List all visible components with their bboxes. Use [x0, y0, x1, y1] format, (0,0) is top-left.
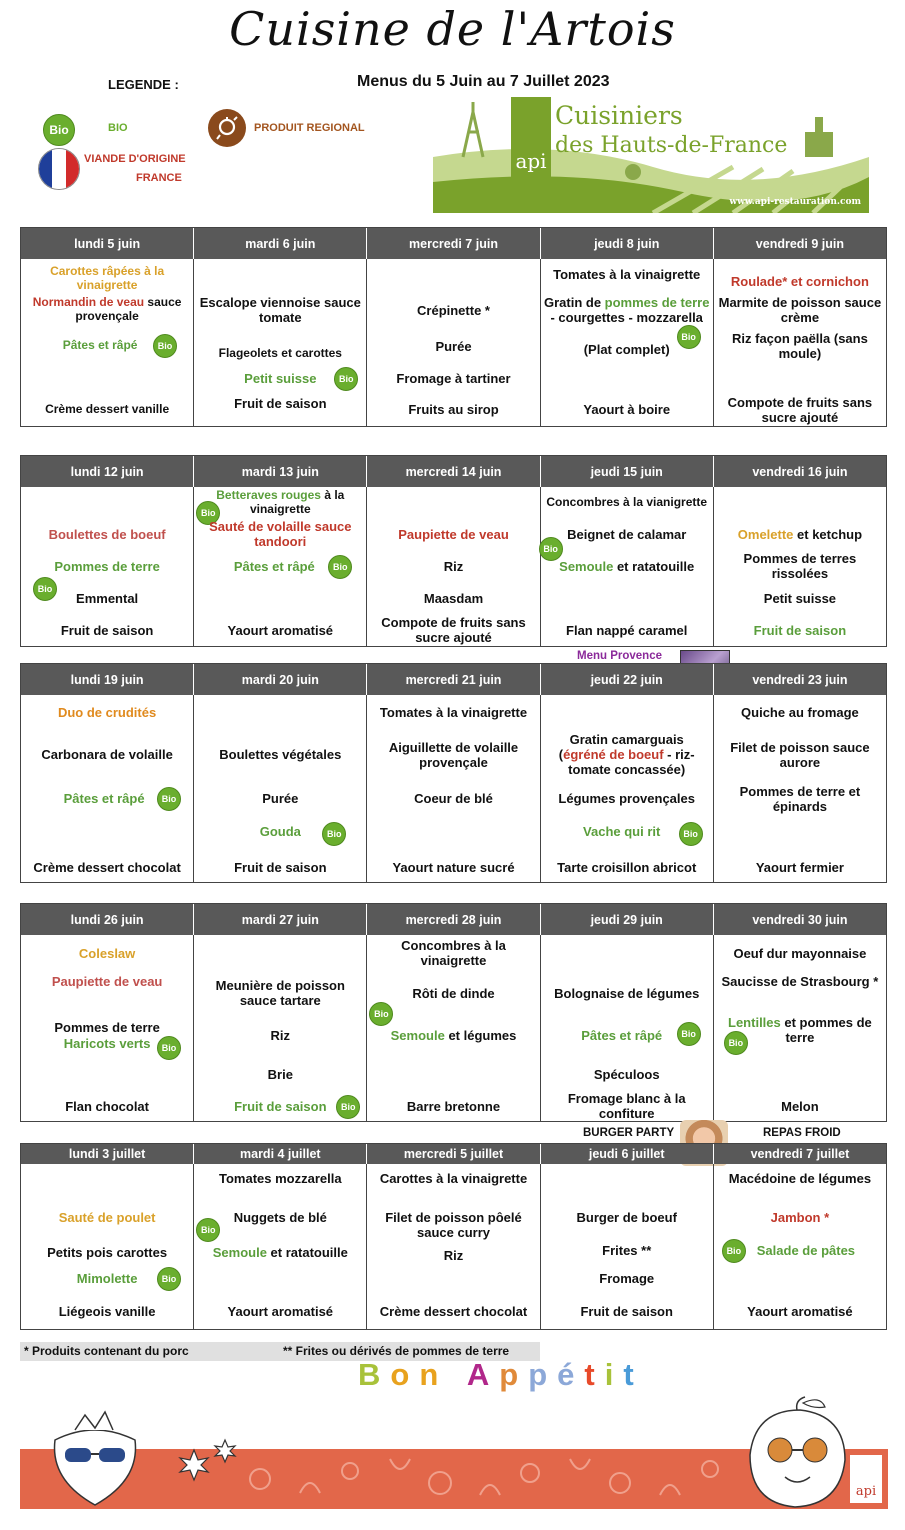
- bon-appetit-letter: B: [358, 1357, 391, 1392]
- menu-item: Yaourt fermier: [755, 860, 844, 875]
- bon-appetit-letter: p: [528, 1357, 558, 1392]
- menu-item: Yaourt à boire: [583, 402, 671, 417]
- week-2-table: [20, 455, 887, 647]
- menu-item: Sauté de poulet: [58, 1210, 156, 1225]
- fruit-sunglasses-illustration: [735, 1395, 855, 1515]
- day-cell: [194, 935, 367, 1121]
- menu-item: Fruits au sirop: [408, 402, 499, 417]
- banner-url: www.api-restauration.com: [729, 197, 861, 207]
- day-cell: [194, 259, 367, 426]
- week-4-table: [20, 903, 887, 1122]
- menu-item: Riz: [270, 1028, 291, 1043]
- day-cell: [194, 695, 367, 882]
- banner-line1: Cuisiniers: [555, 101, 683, 130]
- menu-item: Frites **: [602, 1243, 652, 1258]
- day-cell: [21, 935, 194, 1121]
- menu-item: Flageolets et carottes: [218, 346, 342, 360]
- bio-icon: Bio: [157, 787, 181, 811]
- banner-line2: des Hauts-de-France: [555, 133, 788, 158]
- menu-item: Fromage à tartiner: [396, 371, 511, 386]
- api-footer-logo: api: [850, 1455, 882, 1503]
- menu-item: Yaourt aromatisé: [227, 1304, 334, 1319]
- day-cell: [21, 259, 194, 426]
- menu-item: Spéculoos: [593, 1067, 660, 1082]
- menu-item: Sauté de volaille sauce tandoori: [209, 519, 352, 549]
- menu-item: Yaourt aromatisé: [747, 1304, 853, 1319]
- legend-regional-label: PRODUIT REGIONAL: [254, 122, 365, 134]
- menu-item: Pâtes et râpé: [62, 338, 138, 352]
- bio-icon: Bio: [679, 822, 703, 846]
- repas-froid-label: REPAS FROID: [763, 1127, 841, 1139]
- bon-appetit-letter: [448, 1357, 467, 1393]
- menu-item: Tomates mozzarella: [219, 1171, 342, 1186]
- bio-icon: Bio: [722, 1239, 746, 1263]
- bio-icon: Bio: [334, 367, 358, 391]
- menu-item: Fruit de saison: [234, 396, 327, 411]
- menu-item: Nuggets de blé: [233, 1210, 327, 1225]
- week-5-header: [21, 1144, 886, 1164]
- menu-item: Coeur de blé: [414, 791, 493, 806]
- week-3-header: [21, 664, 886, 695]
- menu-item: Marmite de poisson sauce crème: [718, 295, 882, 325]
- day-cell: [21, 695, 194, 882]
- menu-item: Betteraves rouges à la vinaigrette: [216, 488, 345, 516]
- menu-item: Semoule et ratatouille: [212, 1245, 348, 1260]
- day-header: jeudi 22 juin: [541, 664, 714, 695]
- menu-item: Mimolette: [76, 1271, 138, 1286]
- menu-item: Petit suisse: [244, 371, 317, 386]
- menu-item: Fruit de saison: [580, 1304, 673, 1319]
- menu-item: Tarte croisillon abricot: [557, 860, 697, 875]
- menu-item: Filet de poisson sauce aurore: [730, 740, 870, 770]
- menu-item: Coleslaw: [78, 946, 136, 961]
- day-header: jeudi 8 juin: [541, 228, 714, 259]
- bio-icon: Bio: [43, 114, 75, 146]
- menu-item: Crépinette *: [417, 303, 490, 318]
- menu-period: Menus du 5 Juin au 7 Juillet 2023: [357, 73, 610, 90]
- france-flag-icon: [38, 148, 80, 190]
- week-5-table: [20, 1143, 887, 1330]
- menu-item: Paupiette de veau: [398, 527, 509, 542]
- strawberry-sunglasses-illustration: [45, 1400, 145, 1510]
- day-header: jeudi 6 juillet: [541, 1144, 714, 1164]
- bio-icon: Bio: [369, 1002, 393, 1026]
- menu-provence-label: Menu Provence: [577, 650, 662, 662]
- menu-item: Concombres à la vianigrette: [546, 495, 708, 509]
- menu-item: Gouda: [259, 824, 301, 839]
- day-cell: [367, 487, 540, 646]
- menu-item: Purée: [435, 339, 472, 354]
- day-cell: [541, 487, 714, 646]
- menu-item: Jambon *: [770, 1210, 830, 1225]
- footnote-pork: * Produits contenant du porc: [24, 1344, 189, 1358]
- bio-icon: Bio: [33, 577, 57, 601]
- day-header: mercredi 21 juin: [367, 664, 540, 695]
- day-cell: [541, 935, 714, 1121]
- day-header: vendredi 30 juin: [752, 912, 848, 927]
- day-header: lundi 12 juin: [21, 456, 194, 487]
- menu-item: Boulettes végétales: [219, 747, 342, 762]
- bon-appetit: [358, 1357, 644, 1393]
- menu-item: Yaourt nature sucré: [392, 860, 515, 875]
- menu-item: Aiguillette de volaille provençale: [388, 740, 519, 770]
- menu-item: Concombres à la vinaigrette: [401, 938, 506, 968]
- menu-item: Liégeois vanille: [58, 1304, 156, 1319]
- menu-item: Oeuf dur mayonnaise: [733, 946, 867, 961]
- bio-icon: Bio: [539, 537, 563, 561]
- menu-item: Légumes provençales: [558, 791, 695, 806]
- bon-appetit-letter: t: [584, 1357, 605, 1392]
- menu-item: Petit suisse: [763, 591, 837, 606]
- menu-item: Bolognaise de légumes: [554, 986, 700, 1001]
- day-header: vendredi 9 juin: [755, 236, 845, 251]
- menu-item: Melon: [781, 1099, 819, 1114]
- footnote-fries: ** Frites ou dérivés de pommes de terre: [283, 1344, 510, 1358]
- menu-item: Omelette et ketchup: [737, 527, 863, 542]
- menu-item: Beignet de calamar: [567, 527, 687, 542]
- day-header: lundi 5 juin: [21, 228, 194, 259]
- day-header: mercredi 5 juillet: [367, 1144, 540, 1164]
- legend-viande-line1: VIANDE D'ORIGINE: [84, 153, 186, 165]
- day-cell: [541, 1164, 714, 1329]
- menu-item: Pommes de terre: [54, 559, 160, 574]
- menu-item: Roulade* et cornichon: [730, 274, 869, 289]
- menu-item: Semoule et légumes: [390, 1028, 517, 1043]
- day-cell: [367, 1164, 540, 1329]
- menu-item: Fruit de saison: [234, 1099, 327, 1114]
- day-cell: [21, 487, 194, 646]
- day-cell: [714, 259, 886, 426]
- menu-item: Vache qui rit: [583, 824, 661, 839]
- day-header: jeudi 29 juin: [541, 904, 714, 935]
- week-2-header: [21, 456, 886, 487]
- menu-item: Maasdam: [423, 591, 484, 606]
- day-header: mardi 20 juin: [194, 664, 367, 695]
- day-cell: [194, 1164, 367, 1329]
- page-title: Cuisine de l'Artois: [229, 2, 676, 56]
- legend-viande-line2: FRANCE: [136, 172, 182, 184]
- bio-icon: Bio: [153, 334, 177, 358]
- menu-item: Barre bretonne: [406, 1099, 501, 1114]
- menu-item: (Plat complet): [583, 342, 670, 357]
- menu-item: Pâtes et râpé: [63, 791, 145, 806]
- menu-item: Compote de fruits sans sucre ajouté: [727, 395, 873, 425]
- day-cell: [367, 259, 540, 426]
- menu-item: Boulettes de boeuf: [48, 527, 166, 542]
- bio-icon: Bio: [677, 325, 701, 349]
- menu-item: Crème dessert chocolat: [33, 860, 181, 875]
- bon-appetit-letter: n: [419, 1357, 449, 1392]
- menu-item: Semoule et ratatouille: [559, 559, 695, 574]
- menu-item: Fromage: [599, 1271, 655, 1286]
- day-cell: [714, 487, 886, 646]
- menu-item: Tomates à la vinaigrette: [553, 267, 701, 282]
- menu-item: Macédoine de légumes: [728, 1171, 872, 1186]
- day-cell: [714, 935, 886, 1121]
- bio-icon: Bio: [677, 1022, 701, 1046]
- menu-item: (égréné de boeuf - riz- tomate concassée): [558, 747, 695, 777]
- menu-item: Fruit de saison: [753, 623, 847, 638]
- menu-item: Riz: [443, 1248, 464, 1263]
- burger-party-label: BURGER PARTY: [583, 1127, 675, 1139]
- day-cell: [714, 1164, 886, 1329]
- menu-item: Fromage blanc à la confiture: [567, 1091, 686, 1121]
- day-header: mardi 4 juillet: [194, 1144, 367, 1164]
- bon-appetit-letter: p: [499, 1357, 529, 1392]
- bon-appetit-letter: A: [466, 1357, 500, 1392]
- menu-item: Fruit de saison: [234, 860, 327, 875]
- day-header: lundi 26 juin: [21, 904, 194, 935]
- menu-item: Pâtes et râpé: [233, 559, 315, 574]
- week-4-header: [21, 904, 886, 935]
- star-anise-illustration: [170, 1435, 240, 1495]
- week-1-table: [20, 227, 887, 427]
- menu-item: Gratin camarguais: [569, 732, 684, 747]
- legend-bio-label: BIO: [108, 122, 128, 134]
- menu-item: Pommes de terre: [54, 1020, 160, 1035]
- day-header: mardi 27 juin: [194, 904, 367, 935]
- bon-appetit-letter: i: [604, 1357, 624, 1392]
- day-cell: [541, 259, 714, 426]
- menu-item: Gratin de pommes de terre - courgettes - mozzarella: [543, 295, 710, 325]
- day-cell: [714, 695, 886, 882]
- bio-icon: Bio: [322, 822, 346, 846]
- menu-item: Crème dessert vanille: [45, 402, 170, 416]
- bio-icon: Bio: [196, 1218, 220, 1242]
- day-header: vendredi 7 juillet: [750, 1147, 850, 1161]
- bon-appetit-letter: é: [557, 1357, 585, 1392]
- menu-item: Quiche au fromage: [741, 705, 859, 720]
- legend-title: LEGENDE :: [108, 77, 179, 92]
- menu-item: Saucisse de Strasbourg *: [721, 974, 879, 989]
- bio-icon: Bio: [724, 1031, 748, 1055]
- menu-item: Yaourt aromatisé: [227, 623, 334, 638]
- menu-item: Riz façon paëlla (sans moule): [732, 331, 868, 361]
- day-cell: [541, 695, 714, 882]
- menu-item: Purée: [262, 791, 299, 806]
- day-header: mardi 13 juin: [194, 456, 367, 487]
- day-header: mercredi 7 juin: [367, 228, 540, 259]
- menu-item: Tomates à la vinaigrette: [379, 705, 528, 720]
- menu-item: Lentilles et pommes de terre: [728, 1015, 872, 1045]
- menu-item: Flan nappé caramel: [566, 623, 688, 638]
- day-cell: [367, 935, 540, 1121]
- menu-item: Riz: [443, 559, 464, 574]
- api-banner: [433, 97, 869, 213]
- menu-item: Pommes de terre et épinards: [739, 784, 861, 814]
- menu-item: Rôti de dinde: [412, 986, 495, 1001]
- menu-item: Filet de poisson pôelé sauce curry: [385, 1210, 522, 1240]
- menu-item: Haricots verts: [63, 1036, 151, 1051]
- menu-item: Carottes râpées à la vinaigrette: [50, 264, 165, 292]
- bon-appetit-letter: o: [390, 1357, 420, 1392]
- day-header: vendredi 16 juin: [752, 464, 848, 479]
- day-header: mercredi 14 juin: [367, 456, 540, 487]
- day-header: lundi 19 juin: [21, 664, 194, 695]
- menu-item: Escalope viennoise sauce tomate: [199, 295, 361, 325]
- day-cell: [21, 1164, 194, 1329]
- bio-icon: Bio: [328, 555, 352, 579]
- menu-item: Paupiette de veau: [51, 974, 163, 989]
- menu-item: Emmental: [76, 591, 139, 606]
- day-cell: [367, 695, 540, 882]
- day-header: lundi 3 juillet: [21, 1144, 194, 1164]
- bio-icon: Bio: [157, 1267, 181, 1291]
- menu-item: Meunière de poisson sauce tartare: [215, 978, 345, 1008]
- menu-item: Pommes de terres rissolées: [743, 551, 857, 581]
- bon-appetit-letter: t: [623, 1357, 644, 1392]
- menu-item: Brie: [267, 1067, 293, 1082]
- api-logo: api: [511, 97, 551, 179]
- day-header: mardi 6 juin: [194, 228, 367, 259]
- bio-icon: Bio: [196, 501, 220, 525]
- day-header: mercredi 28 juin: [367, 904, 540, 935]
- regional-product-icon: [208, 109, 246, 147]
- week-3-table: [20, 663, 887, 883]
- day-header: jeudi 15 juin: [541, 456, 714, 487]
- menu-item: Carbonara de volaille: [41, 747, 173, 762]
- bio-icon: Bio: [336, 1095, 360, 1119]
- menu-item: Crème dessert chocolat: [379, 1304, 528, 1319]
- menu-item: Pâtes et râpé: [581, 1028, 663, 1043]
- menu-item: Compote de fruits sans sucre ajouté: [381, 615, 526, 645]
- week-1-header: [21, 228, 886, 259]
- menu-item: Duo de crudités: [57, 705, 157, 720]
- day-cell: [194, 487, 367, 646]
- menu-item: Fruit de saison: [60, 623, 154, 638]
- day-header: vendredi 23 juin: [752, 672, 848, 687]
- menu-item: Salade de pâtes: [756, 1243, 856, 1258]
- menu-item: Carottes à la vinaigrette: [379, 1171, 528, 1186]
- menu-item: Normandin de veau sauce provençale: [32, 295, 182, 323]
- menu-item: Burger de boeuf: [576, 1210, 677, 1225]
- menu-item: Petits pois carottes: [47, 1245, 168, 1260]
- bio-icon: Bio: [157, 1036, 181, 1060]
- menu-item: Flan chocolat: [65, 1099, 149, 1114]
